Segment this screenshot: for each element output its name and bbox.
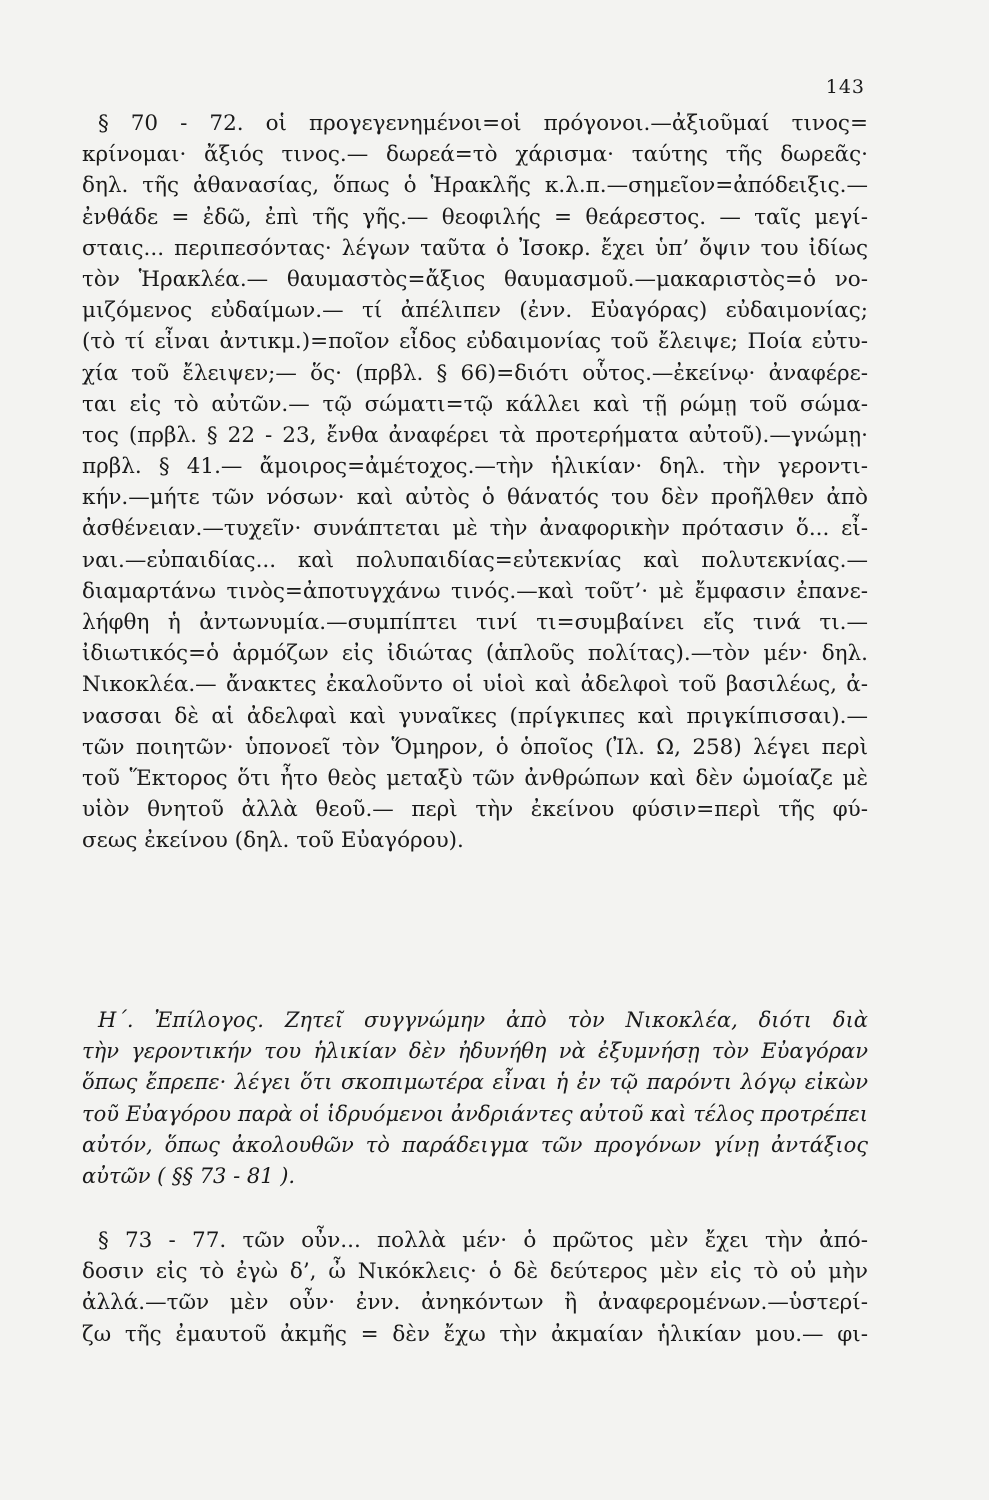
text-line: τοῦ Εὐαγόρου παρὰ οἱ ἱδρυόμενοι ἀνδριάντες αὐτοῦ καὶ τέλος προτρέπει [82,1101,868,1126]
text-line: πρβλ. § 41.— ἄμοιρος=ἀμέτοχος.—τὴν ἡλικίαν· δηλ. τὴν γεροντι- [82,454,868,480]
text-line: (τὸ τί εἶναι ἀντικμ.)=ποῖον εἶδος εὐδαιμονίας τοῦ ἔλειψε; Ποία εὐτυ- [82,329,868,355]
text-line: κρίνομαι· ἄξιός τινος.— δωρεά=τὸ χάρισμα· ταύτης τῆς δωρεᾶς· [82,142,868,168]
text-line: ὅπως ἔπρεπε· λέγει ὅτι σκοπιμωτέρα εἶναι ἡ ἐν τῷ παρόντι λόγῳ εἰκὼν [82,1070,868,1095]
text-line: Η΄. Ἐπίλογος. Ζητεῖ συγγνώμην ἀπὸ τὸν Νικοκλέα, διότι διὰ [98,1008,868,1032]
text-line: δοσιν εἰς τὸ ἐγὼ δ’, ὦ Νικόκλεις· ὁ δὲ δεύτερος μὲν εἰς τὸ οὐ μὴν [82,1259,868,1285]
text-line: λήφθη ἡ ἀντωνυμία.—συμπίπτει τινί τι=συμβαίνει εἴς τινά τι.— [82,610,868,635]
text-line: τὸν Ἡρακλέα.— θαυμαστὸς=ἄξιος θαυμασμοῦ.—μακαριστὸς=ὁ νο- [82,266,868,292]
text-line: ἀλλά.—τῶν μὲν οὖν· ἐνν. ἀνηκόντων ἢ ἀναφερομένων.—ὑστερί- [82,1290,868,1316]
text-line: αὐτόν, ὅπως ἀκολουθῶν τὸ παράδειγμα τῶν προγόνων γίνῃ ἀντάξιος [82,1132,868,1157]
commentary-sections-73-77 [82,1225,868,1350]
text-line: τῶν ποιητῶν· ὑπονοεῖ τὸν Ὅμηρον, ὁ ὁποῖος (Ἰλ. Ω, 258) λέγει περὶ [82,734,868,760]
text-line: υἱὸν θνητοῦ ἀλλὰ θεοῦ.— περὶ τὴν ἐκείνου φύσιν=περὶ τῆς φύ- [82,797,868,823]
text-line: Νικοκλέα.— ἄνακτες ἐκαλοῦντο οἱ υἱοὶ καὶ ἀδελφοὶ τοῦ βασιλέως, ἀ- [82,672,868,698]
commentary-sections-70-72 [82,108,868,857]
text-line: χία τοῦ ἔλειψεν;— ὅς· (πρβλ. § 66)=διότι οὗτος.—ἐκείνῳ· ἀναφέρε- [82,360,868,386]
text-line: τος (πρβλ. § 22 - 23, ἔνθα ἀναφέρει τὰ προτερήματα αὐτοῦ).—γνώμῃ· [82,422,868,448]
text-line: τὴν γεροντικήν του ἡλικίαν δὲν ἠδυνήθη νὰ ἐξυμνήσῃ τὸν Εὐαγόραν [82,1039,868,1064]
text-line: σταις... περιπεσόντας· λέγων ταῦτα ὁ Ἰσοκρ. ἔχει ὑπ’ ὄψιν του ἰδίως [82,235,868,261]
text-line: ἰδιωτικός=ὁ ἁρμόζων εἰς ἰδιώτας (ἁπλοῦς πολίτας).—τὸν μέν· δηλ. [82,641,868,667]
text-line: § 70 - 72. οἱ προγεγενημένοι=οἱ πρόγονοι.—ἀξιοῦμαί τινος= [98,111,868,136]
text-line: § 73 - 77. τῶν οὖν... πολλὰ μέν· ὁ πρῶτος μὲν ἔχει τὴν ἀπό- [98,1228,868,1253]
text-line: διαμαρτάνω τινὸς=ἀποτυγχάνω τινός.—καὶ τοῦτ’· μὲ ἔμφασιν ἐπανε- [82,578,868,604]
text-line: ναι.—εὐπαιδίας... καὶ πολυπαιδίας=εὐτεκνίας καὶ πολυτεκνίας.— [82,547,868,573]
text-line: ται εἰς τὸ αὐτῶν.— τῷ σώματι=τῷ κάλλει καὶ τῇ ρώμῃ τοῦ σώμα- [82,391,868,417]
page-number: 143 [825,76,865,98]
text-line: ζω τῆς ἐμαυτοῦ ἀκμῆς = δὲν ἔχω τὴν ἀκμαίαν ἡλικίαν μου.— φι- [82,1321,868,1347]
text-line: σεως ἐκείνου (δηλ. τοῦ Εὐαγόρου). [82,828,464,854]
text-line: ἐνθάδε = ἐδῶ, ἐπὶ τῆς γῆς.— θεοφιλής = θεάρεστος. — ταῖς μεγί- [82,204,868,230]
text-line: αὐτῶν ( §§ 73 - 81 ). [82,1163,296,1188]
text-line: κήν.—μήτε τῶν νόσων· καὶ αὐτὸς ὁ θάνατός του δὲν προῆλθεν ἀπὸ [82,485,868,511]
text-line: νασσαι δὲ αἱ ἀδελφαὶ καὶ γυναῖκες (πρίγκιπες καὶ πριγκίπισσαι).— [82,703,868,729]
text-line: μιζόμενος εὐδαίμων.— τί ἀπέλιπεν (ἐνν. Εὐαγόρας) εὐδαιμονίας; [82,298,868,324]
text-line: δηλ. τῆς ἀθανασίας, ὅπως ὁ Ἡρακλῆς κ.λ.π.—σημεῖον=ἀπόδειξις.— [82,173,868,199]
text-line: τοῦ Ἕκτορος ὅτι ἦτο θεὸς μεταξὺ τῶν ἀνθρώπων καὶ δὲν ὡμοίαζε μὲ [82,765,868,791]
text-line: ἀσθένειαν.—τυχεῖν· συνάπτεται μὲ τὴν ἀναφορικὴν πρότασιν ὅ... εἶ- [82,516,868,542]
epilogue-summary [82,1005,868,1192]
